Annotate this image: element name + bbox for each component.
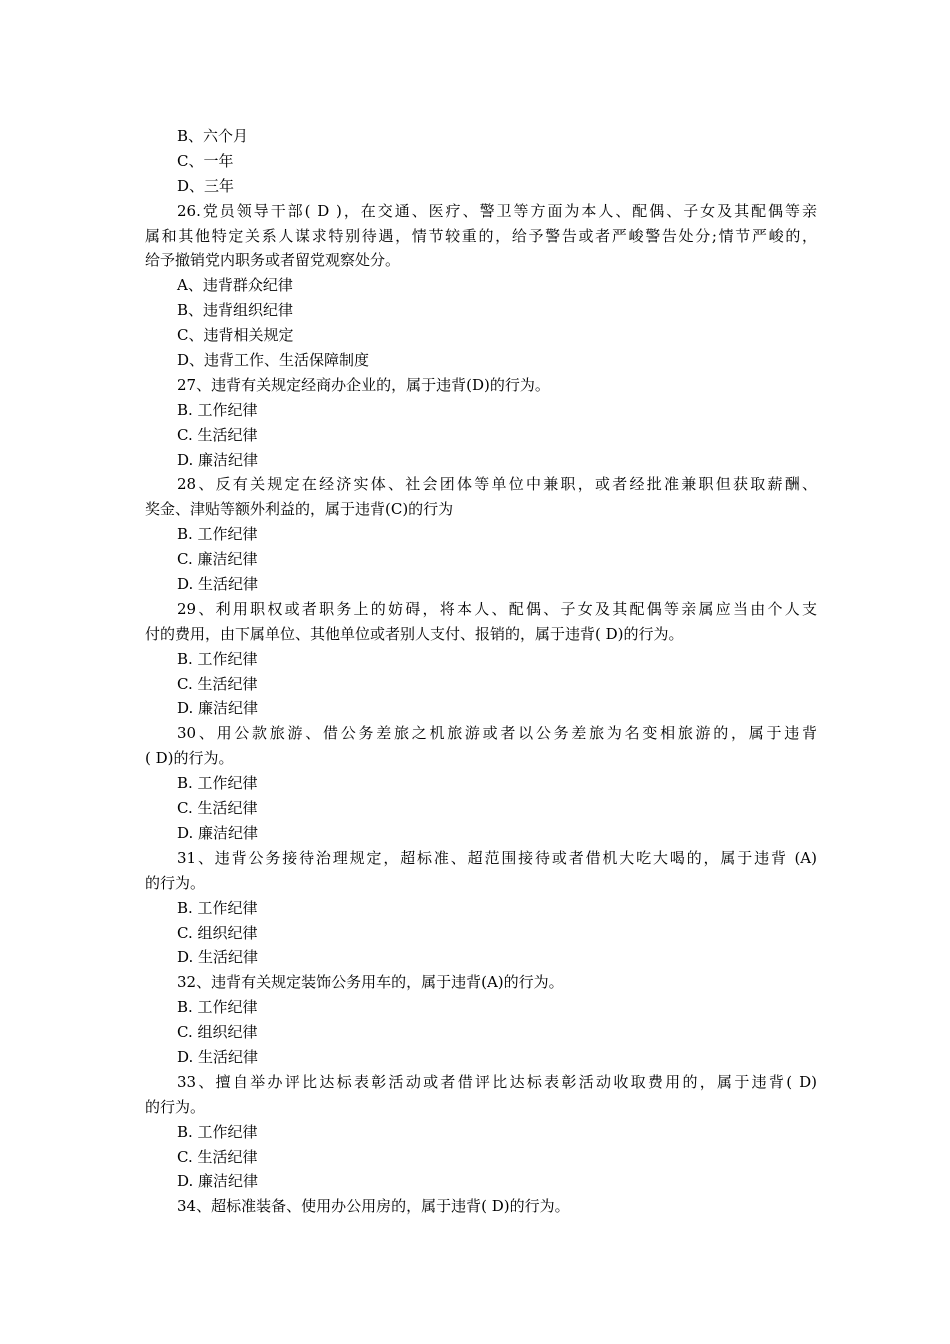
text-line: 29、利用职权或者职务上的妨碍，将本人、配偶、子女及其配偶等亲属应当由个人支 bbox=[177, 599, 817, 618]
text-line: C. 生活纪律 bbox=[177, 799, 258, 818]
text-line: D. 生活纪律 bbox=[177, 1047, 259, 1066]
text-line: D. 廉洁纪律 bbox=[177, 1172, 259, 1191]
text-line: B. 工作纪律 bbox=[177, 1122, 258, 1141]
document-body bbox=[145, 124, 817, 1219]
text-line: ( D)的行为。 bbox=[145, 749, 234, 768]
text-line: D. 生活纪律 bbox=[177, 948, 259, 967]
text-line: B、违背组织纪律 bbox=[177, 301, 294, 320]
text-line: 属和其他特定关系人谋求特别待遇，情节较重的，给予警告或者严峻警告处分;情节严峻的， bbox=[145, 226, 817, 245]
text-line: D. 生活纪律 bbox=[177, 575, 259, 594]
text-line: C. 生活纪律 bbox=[177, 1147, 258, 1166]
text-line: 33、擅自举办评比达标表彰活动或者借评比达标表彰活动收取费用的，属于违背( D) bbox=[177, 1072, 817, 1091]
text-line: 给予撤销党内职务或者留党观察处分。 bbox=[145, 251, 401, 270]
text-line: 32、违背有关规定装饰公务用车的，属于违背(A)的行为。 bbox=[177, 973, 564, 992]
text-line: D、三年 bbox=[177, 176, 235, 195]
text-line: 的行为。 bbox=[145, 873, 206, 892]
text-line: C. 组织纪律 bbox=[177, 923, 258, 942]
text-line: 31、违背公务接待治理规定，超标准、超范围接待或者借机大吃大喝的，属于违背 (A) bbox=[177, 848, 817, 867]
text-line: 28、反有关规定在经济实体、社会团体等单位中兼职，或者经批准兼职但获取薪酬、 bbox=[177, 475, 817, 494]
text-line: B. 工作纪律 bbox=[177, 774, 258, 793]
text-line: D. 廉洁纪律 bbox=[177, 699, 259, 718]
text-line: 26.党员领导干部( D )，在交通、医疗、警卫等方面为本人、配偶、子女及其配偶等亲 bbox=[177, 201, 817, 220]
text-line: 34、超标准装备、使用办公用房的，属于违背( D)的行为。 bbox=[177, 1197, 570, 1216]
text-line: B、六个月 bbox=[177, 127, 249, 145]
text-line: D. 廉洁纪律 bbox=[177, 823, 259, 842]
text-line: C. 生活纪律 bbox=[177, 674, 258, 693]
text-line: B. 工作纪律 bbox=[177, 400, 258, 419]
text-line: C. 廉洁纪律 bbox=[177, 550, 258, 569]
text-line: C、违背相关规定 bbox=[177, 326, 294, 345]
text-line: C. 组织纪律 bbox=[177, 1023, 258, 1042]
text-line: B. 工作纪律 bbox=[177, 998, 258, 1017]
text-line: 30、用公款旅游、借公务差旅之机旅游或者以公务差旅为名变相旅游的，属于违背 bbox=[177, 724, 817, 743]
text-line: D. 廉洁纪律 bbox=[177, 450, 259, 469]
text-line: C. 生活纪律 bbox=[177, 425, 258, 444]
text-line: 27、违背有关规定经商办企业的，属于违背(D)的行为。 bbox=[177, 375, 550, 394]
text-line: A、违背群众纪律 bbox=[177, 276, 293, 295]
text-line: B. 工作纪律 bbox=[177, 898, 258, 917]
text-line: 奖金、津贴等额外利益的，属于违背(C)的行为 bbox=[145, 500, 454, 519]
text-line: 的行为。 bbox=[145, 1097, 206, 1116]
text-line: C、一年 bbox=[177, 151, 234, 170]
text-line: B. 工作纪律 bbox=[177, 525, 258, 544]
text-line: B. 工作纪律 bbox=[177, 649, 258, 668]
text-line: 付的费用，由下属单位、其他单位或者别人支付、报销的，属于违背( D)的行为。 bbox=[145, 624, 684, 643]
text-line: D、违背工作、生活保障制度 bbox=[177, 351, 370, 370]
